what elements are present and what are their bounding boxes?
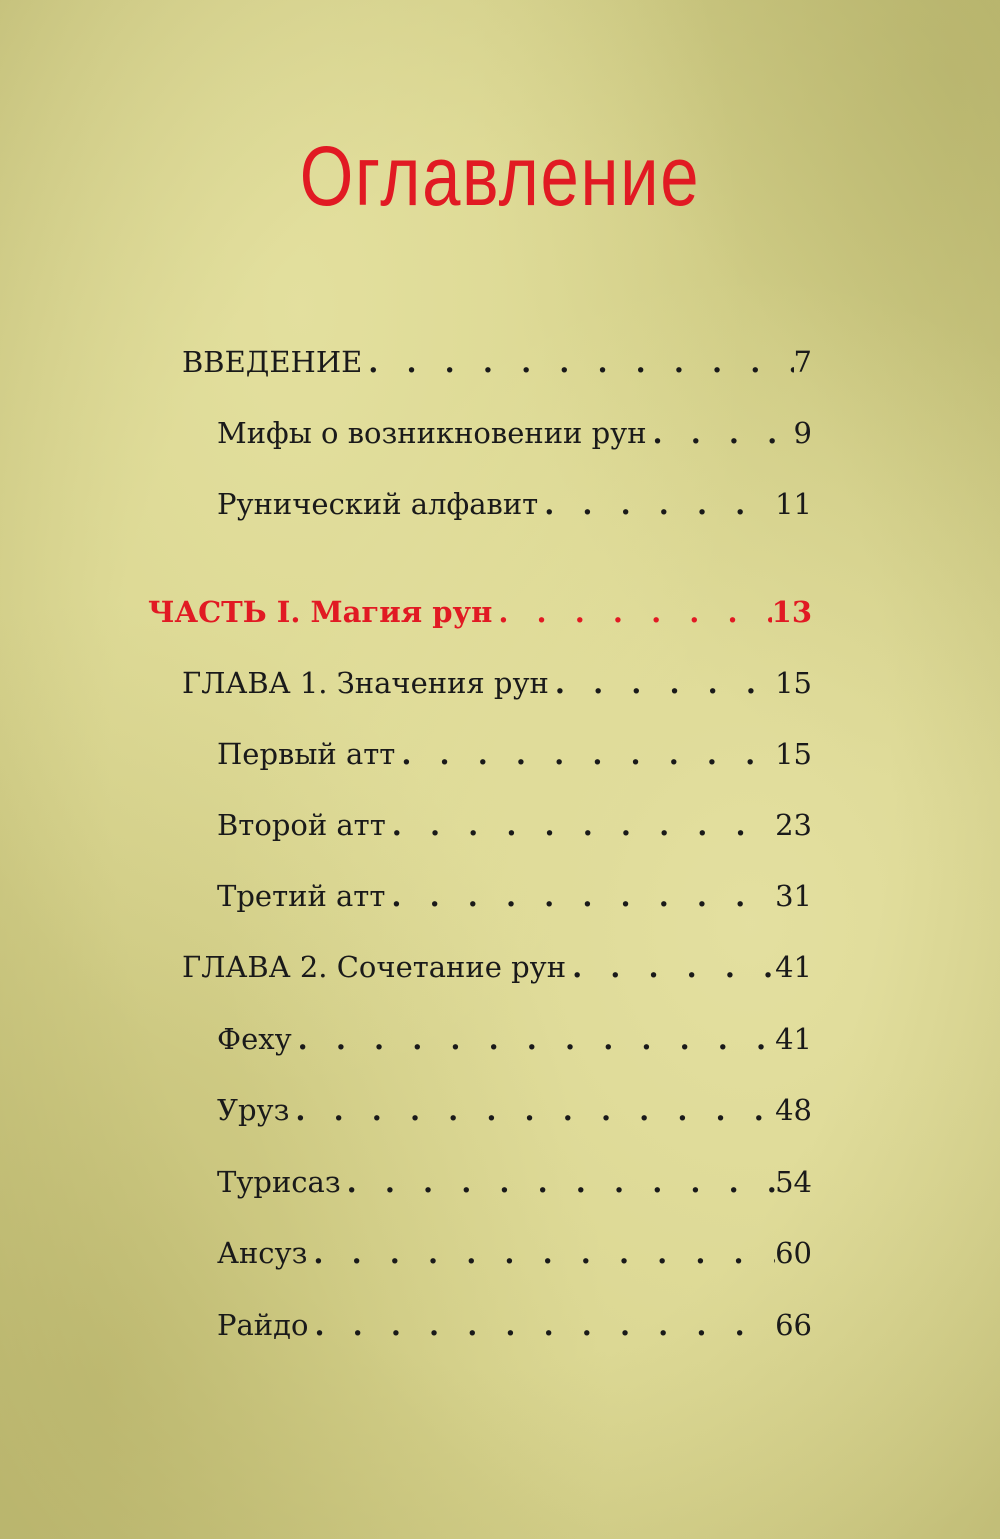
toc-entry-label: Турисаз bbox=[217, 1165, 341, 1199]
toc-entry-page: 41 bbox=[775, 1022, 812, 1056]
toc-entry-page: 7 bbox=[793, 345, 812, 379]
dot-leader bbox=[386, 805, 775, 845]
toc-entry-page: 54 bbox=[775, 1165, 812, 1199]
toc-entry-label: Ансуз bbox=[217, 1236, 308, 1270]
dot-leader bbox=[362, 342, 793, 382]
dot-leader bbox=[566, 947, 775, 987]
dot-leader bbox=[289, 1090, 775, 1130]
dot-leader bbox=[385, 876, 775, 916]
dot-leader bbox=[307, 1233, 775, 1273]
toc-entry-label: ГЛАВА 1. Значения рун bbox=[182, 666, 549, 700]
toc-entry-page: 15 bbox=[775, 666, 812, 700]
toc-entry-label: Райдо bbox=[217, 1308, 309, 1342]
toc-entry-label: Второй атт bbox=[217, 808, 386, 842]
toc-entry-raido[interactable] bbox=[217, 1305, 812, 1345]
toc-entry-label: Третий атт bbox=[217, 879, 386, 913]
toc-entry-first-att[interactable] bbox=[217, 734, 812, 774]
toc-entry-thurisaz[interactable] bbox=[217, 1162, 812, 1202]
toc-entry-label: Рунический алфавит bbox=[217, 487, 539, 521]
toc-entry-chapter-1[interactable] bbox=[182, 663, 812, 703]
toc-entry-fehu[interactable] bbox=[217, 1019, 812, 1059]
dot-leader bbox=[538, 484, 775, 524]
toc-entry-introduction[interactable] bbox=[182, 342, 812, 382]
toc-entry-label: ГЛАВА 2. Сочетание рун bbox=[182, 950, 567, 984]
toc-entry-page: 60 bbox=[775, 1236, 812, 1270]
toc-entry-third-att[interactable] bbox=[217, 876, 812, 916]
toc-entry-ansuz[interactable] bbox=[217, 1233, 812, 1273]
toc-entry-page: 48 bbox=[775, 1093, 812, 1127]
toc-entry-page: 23 bbox=[775, 808, 812, 842]
dot-leader bbox=[395, 734, 775, 774]
toc-entry-runic-alphabet[interactable] bbox=[217, 484, 812, 524]
toc-entry-chapter-2[interactable] bbox=[182, 947, 812, 987]
toc-entry-page: 41 bbox=[775, 950, 812, 984]
dot-leader bbox=[341, 1162, 775, 1202]
toc-entry-second-att[interactable] bbox=[217, 805, 812, 845]
dot-leader bbox=[308, 1305, 775, 1345]
toc-entry-label: Феху bbox=[217, 1022, 292, 1056]
dot-leader bbox=[549, 663, 775, 703]
toc-entry-page: 66 bbox=[775, 1308, 812, 1342]
toc-entry-label: Мифы о возникновении рун bbox=[217, 416, 647, 450]
toc-entry-page: 15 bbox=[775, 737, 812, 771]
toc-entry-label: ВВЕДЕНИЕ bbox=[182, 345, 363, 379]
toc-entry-label: Уруз bbox=[217, 1093, 290, 1127]
toc-entry-page: 13 bbox=[771, 595, 812, 629]
dot-leader bbox=[292, 1019, 775, 1059]
toc-entry-page: 11 bbox=[775, 487, 812, 521]
dot-leader bbox=[647, 413, 794, 453]
toc-entry-page: 31 bbox=[775, 879, 812, 913]
dot-leader bbox=[492, 592, 771, 632]
toc-entry-label: Первый атт bbox=[217, 737, 396, 771]
toc-entry-uruz[interactable] bbox=[217, 1090, 812, 1130]
toc-entry-part-1[interactable] bbox=[148, 592, 812, 632]
page-title: Оглавление bbox=[299, 129, 701, 223]
toc-entry-page: 9 bbox=[793, 416, 812, 450]
toc-entry-myths[interactable] bbox=[217, 413, 812, 453]
toc-entry-label: ЧАСТЬ I. Магия рун bbox=[148, 595, 493, 629]
